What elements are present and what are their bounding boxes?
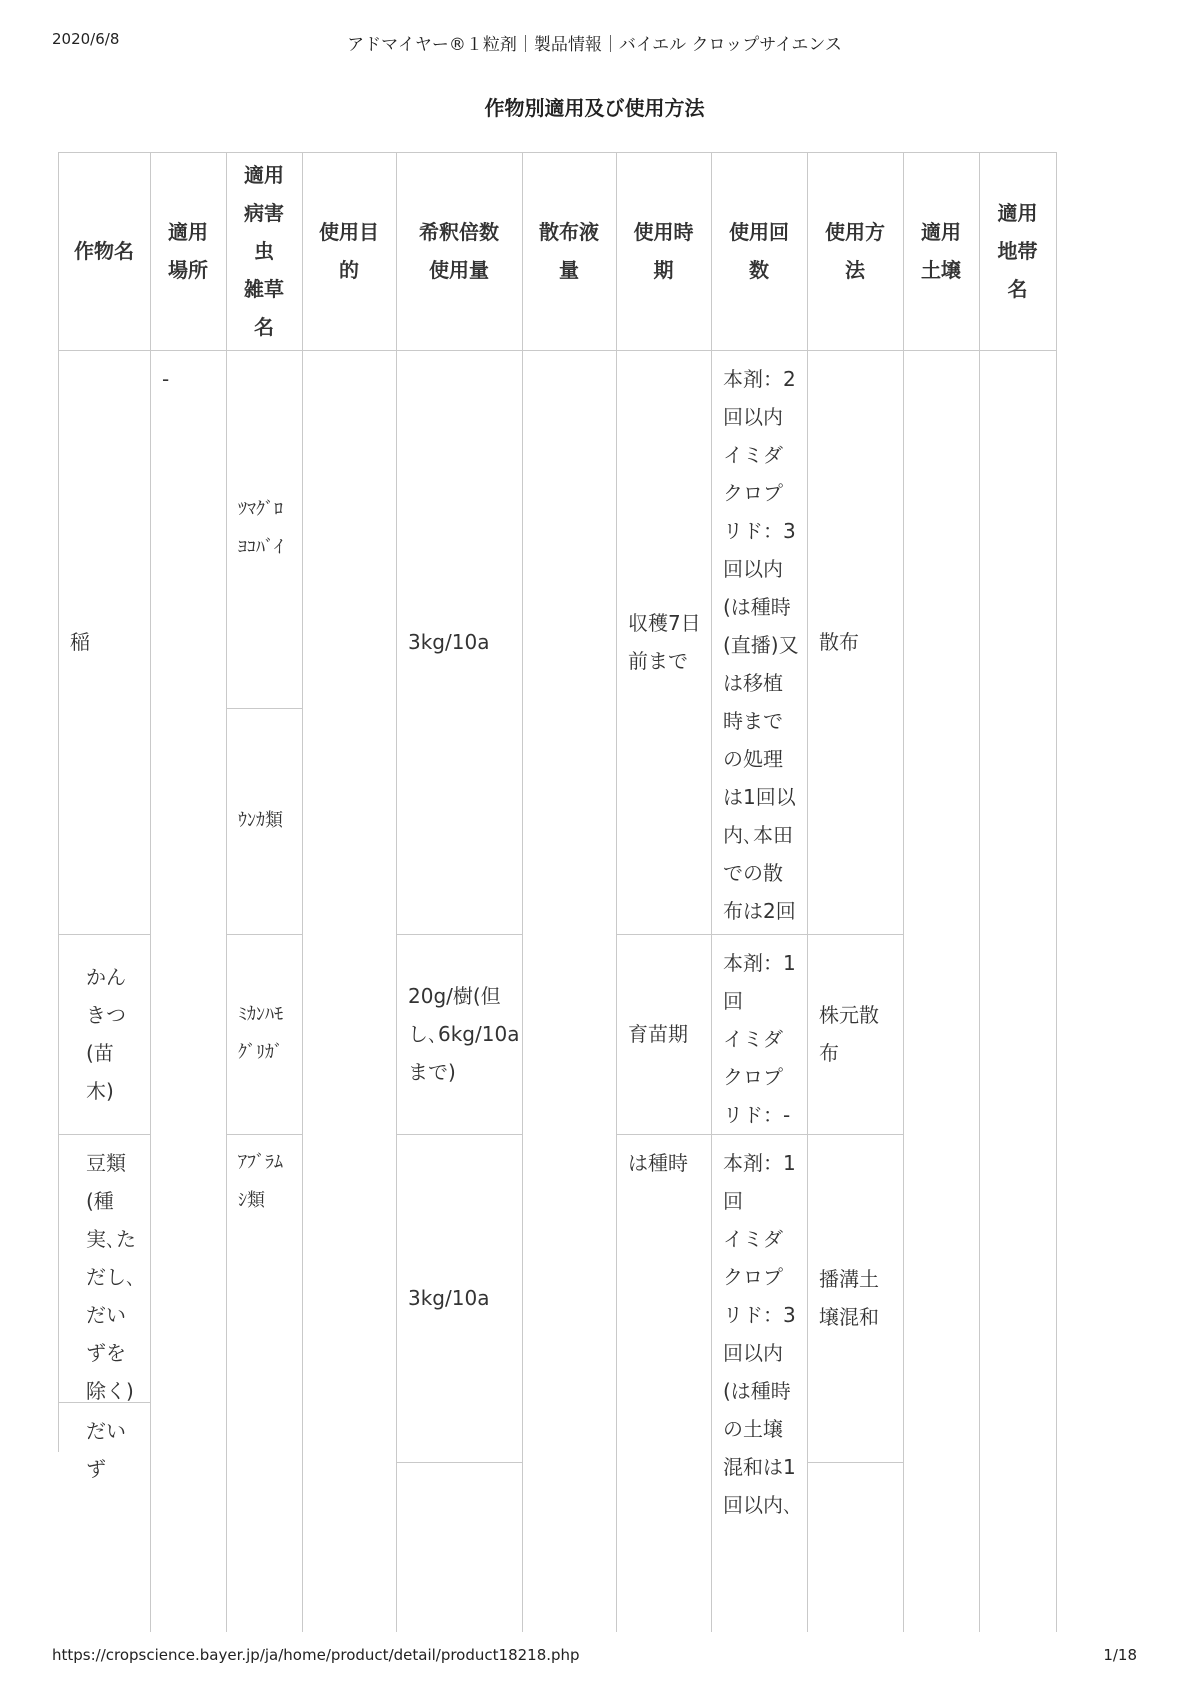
cell-pest-mikanhamoguriga: ﾐｶﾝﾊﾓ ｸﾞﾘｶﾞ: [238, 1004, 283, 1063]
grid-line: [903, 152, 904, 1632]
cell-pest-tsumaguro: ﾂﾏｸﾞﾛ ﾖｺﾊﾞｲ: [238, 499, 283, 558]
print-date: 2020/6/8: [52, 30, 120, 48]
col-header-count: 使用回 数: [729, 220, 789, 282]
section-title: 作物別適用及び使用方法: [484, 96, 705, 120]
grid-line: [58, 152, 1057, 153]
cell-timing-ine: 収穫7日 前まで: [628, 611, 701, 673]
grid-line: [58, 152, 59, 1452]
col-header-place: 適用 場所: [168, 220, 208, 282]
cell-count-mame: 本剤：1 回 イミダ クロプ リド：3 回以内 (は種時 の土壌 混和は1 回以内､: [723, 1151, 796, 1517]
grid-line: [396, 1462, 522, 1463]
grid-line: [58, 1402, 150, 1403]
col-header-method: 使用方 法: [825, 220, 885, 282]
cell-timing-mame: は種時: [628, 1151, 688, 1175]
footer-url: https://cropscience.bayer.jp/ja/home/product/detail/product18218.php: [52, 1646, 580, 1664]
grid-line: [226, 1134, 302, 1135]
grid-line: [979, 152, 980, 1632]
cell-count-kankitsu: 本剤：1 回 イミダ クロプ リド：-: [723, 951, 796, 1127]
cell-method-mame: 播溝土 壌混和: [819, 1267, 879, 1329]
grid-line: [396, 152, 397, 1632]
grid-line: [58, 350, 1057, 351]
grid-line: [616, 934, 903, 935]
cell-place: -: [162, 367, 170, 391]
cell-amount-mame: 3kg/10a: [408, 1286, 490, 1310]
grid-line: [226, 152, 227, 1632]
print-page-title: アドマイヤー®１粒剤｜製品情報｜バイエル クロップサイエンス: [347, 35, 842, 55]
grid-line: [150, 152, 151, 1632]
grid-line: [396, 934, 522, 935]
cell-crop-mame: 豆類 (種 実､た だし､ だい ずを 除く): [86, 1151, 136, 1402]
grid-line: [58, 1134, 150, 1135]
grid-line: [302, 152, 303, 1632]
cell-pest-unka: ｳﾝｶ類: [238, 810, 283, 831]
grid-line: [58, 934, 150, 935]
col-header-crop: 作物名: [74, 239, 134, 263]
cell-count-ine: 本剤：2 回以内 イミダ クロプ リド：3 回以内 (は種時 (直播)又 は移植 時まで の処理 は1回以 内､本田 での散 布は2回: [723, 367, 799, 923]
usage-table: [58, 152, 1138, 1632]
grid-line: [616, 152, 617, 1632]
col-header-timing: 使用時 期: [633, 220, 694, 282]
cell-timing-kankitsu: 育苗期: [628, 1022, 688, 1046]
cell-pest-aburamushi: ｱﾌﾞﾗﾑ ｼ類: [238, 1152, 283, 1211]
cell-amount-kankitsu: 20g/樹(但 し､6kg/10a まで): [408, 984, 520, 1084]
col-header-pest: 適用 病害 虫 雑草 名: [244, 163, 284, 339]
grid-line: [226, 934, 302, 935]
col-header-purpose: 使用目 的: [319, 220, 379, 282]
grid-line: [396, 1134, 522, 1135]
grid-line: [522, 152, 523, 1632]
col-header-soil: 適用 土壌: [921, 220, 961, 282]
footer-page-number: 1/18: [1103, 1646, 1137, 1664]
cell-method-kankitsu: 株元散 布: [819, 1003, 879, 1065]
grid-line: [616, 1134, 903, 1135]
grid-line: [807, 1462, 903, 1463]
col-header-spray-volume: 散布液 量: [539, 220, 599, 282]
cell-amount-ine: 3kg/10a: [408, 630, 490, 654]
cell-crop-ine: 稲: [70, 630, 90, 654]
grid-line: [807, 152, 808, 1632]
cell-crop-daizu: だい ず: [86, 1419, 126, 1481]
cell-crop-kankitsu: かん きつ (苗 木): [86, 965, 126, 1103]
grid-line: [226, 708, 302, 709]
grid-line: [1056, 152, 1057, 1632]
col-header-dilution: 希釈倍数 使用量: [419, 220, 499, 282]
cell-method-ine: 散布: [819, 630, 859, 654]
col-header-region: 適用 地帯 名: [997, 201, 1038, 301]
grid-line: [711, 152, 712, 1632]
